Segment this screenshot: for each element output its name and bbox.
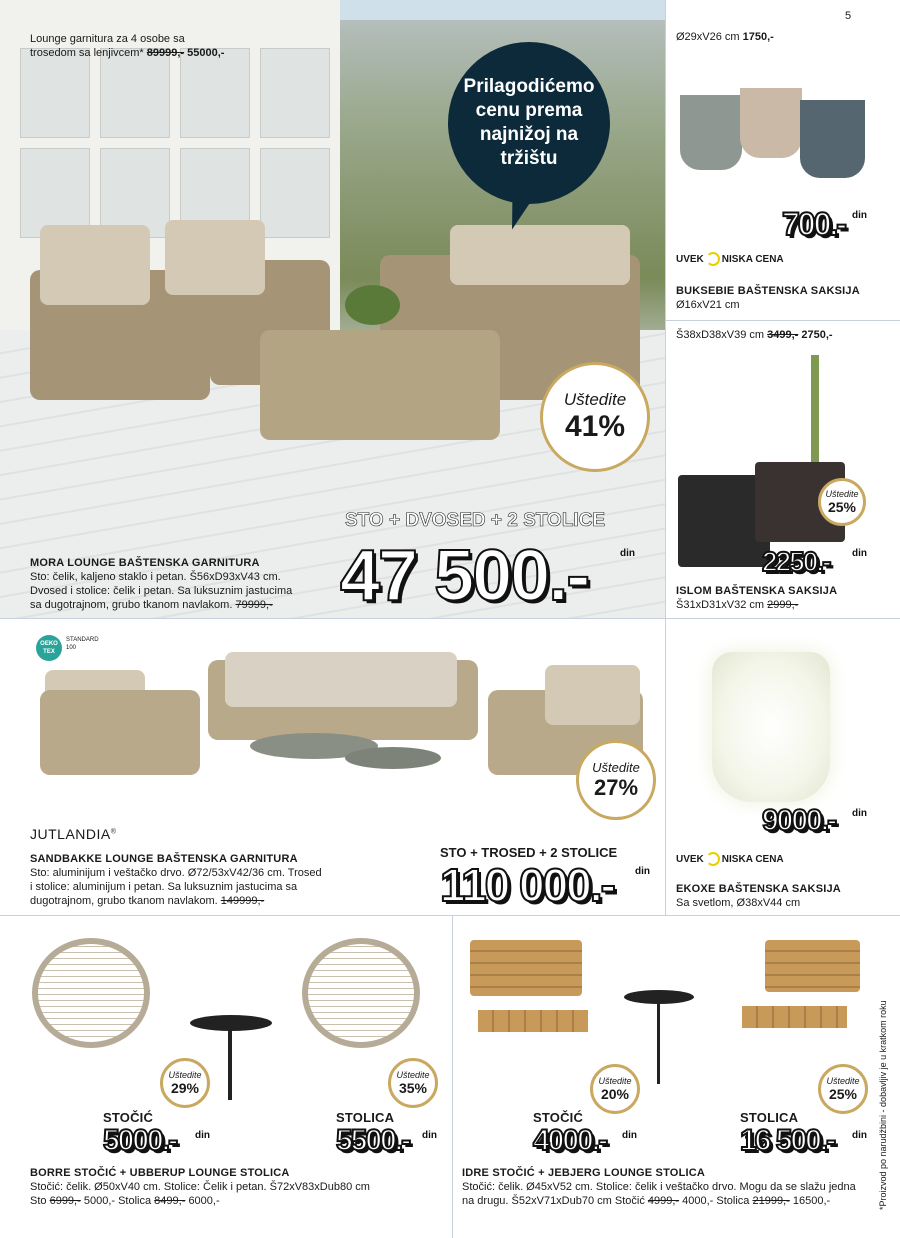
side-table bbox=[624, 990, 694, 1004]
column-divider bbox=[665, 0, 666, 915]
sky bbox=[340, 0, 665, 20]
islom-price: 2250.- bbox=[762, 546, 830, 577]
sofa-cushion bbox=[225, 652, 457, 707]
mora-info: MORA LOUNGE BAŠTENSKA GARNITURA Sto: čelik, kaljeno staklo i petan. Š56xD93xV43 cm. Dvosed i stolice: čelik i petan. Sa luksuznim jastucima sa dugotrajnom, grubo tkanom navlakom. 79999,- bbox=[30, 557, 293, 611]
coffee-table bbox=[260, 330, 500, 440]
chair-back-right bbox=[765, 940, 860, 992]
sofa-cushion bbox=[450, 225, 630, 285]
idre-currency: din bbox=[622, 1130, 637, 1141]
borre-price: 5000.- bbox=[103, 1124, 177, 1157]
sandbakke-set-label: STO + TROSED + 2 STOLICE bbox=[440, 845, 618, 860]
table-leg bbox=[657, 1004, 660, 1084]
jebjerg-price: 16 500.- bbox=[740, 1124, 835, 1157]
ring-icon bbox=[706, 252, 720, 266]
glowing-pot bbox=[712, 652, 830, 802]
jutlandia-logo: JUTLANDIA® bbox=[30, 826, 117, 842]
coffee-table-small bbox=[345, 747, 441, 769]
divider bbox=[0, 618, 900, 619]
borre-info: BORRE STOČIĆ + UBBERUP LOUNGE STOLICA Stočić: čelik. Ø50xV40 cm. Stolice: Čelik i petan. Š72xV83xDub80 cm Sto 6999,- 5000,- Stolica 8499,- 6000,- bbox=[30, 1167, 370, 1207]
oeko-standard: STANDARD 100 bbox=[66, 637, 99, 651]
chair-cushion bbox=[165, 220, 265, 295]
idre-label: STOČIĆ bbox=[533, 1110, 584, 1125]
plant bbox=[345, 285, 400, 325]
save-badge-25: Uštedite 25% bbox=[818, 478, 866, 526]
hero-set-label: STO + DVOSED + 2 STOLICE bbox=[345, 510, 606, 531]
chair-cushion bbox=[545, 665, 640, 725]
egg-chair-left bbox=[32, 938, 150, 1048]
jebjerg-currency: din bbox=[852, 1130, 867, 1141]
side-note: *Proizvod po narudžbini - dobavljiv je u kratkom roku bbox=[878, 1000, 888, 1210]
chair-back-left bbox=[470, 940, 582, 996]
chair-seat-right bbox=[742, 1006, 847, 1028]
save-badge-20: Uštedite 20% bbox=[590, 1064, 640, 1114]
ubberup-price: 5500.- bbox=[336, 1124, 410, 1157]
divider bbox=[452, 915, 453, 1238]
idre-price: 4000.- bbox=[533, 1124, 607, 1157]
islom-info: ISLOM BAŠTENSKA SAKSIJA Š31xD31xV32 cm 2999,- bbox=[676, 585, 838, 611]
egg-chair-right bbox=[302, 938, 420, 1048]
islom-dims: Š38xD38xV39 cm 3499,- 2750,- bbox=[676, 329, 833, 341]
page-number: 5 bbox=[845, 10, 852, 22]
divider bbox=[0, 915, 900, 916]
ekoxe-price: 9000.- bbox=[762, 804, 836, 837]
islom-currency: din bbox=[852, 548, 867, 559]
save-badge-35: Uštedite 35% bbox=[388, 1058, 438, 1108]
ubberup-label: STOLICA bbox=[336, 1110, 395, 1125]
ring-icon bbox=[706, 852, 720, 866]
ubberup-currency: din bbox=[422, 1130, 437, 1141]
chair-seat-left bbox=[478, 1010, 588, 1032]
save-badge-27: Uštedite 27% bbox=[576, 740, 656, 820]
pot-dark bbox=[800, 100, 865, 178]
buksebie-info: BUKSEBIE BAŠTENSKA SAKSIJA Ø16xV21 cm bbox=[676, 285, 860, 311]
pot-beige bbox=[740, 88, 802, 158]
borre-label: STOČIĆ bbox=[103, 1110, 154, 1125]
sandbakke-info: SANDBAKKE LOUNGE BAŠTENSKA GARNITURA Sto: aluminijum i veštačko drvo. Ø72/53xV42/36 cm. Trosed i stolice: aluminijum i petan. Sa luksuznim jastucima sa dugotrajnom, grubo tkanom navlakom. 149999,- bbox=[30, 853, 322, 907]
low-price-logo: UVEK NISKA CENA bbox=[676, 253, 784, 265]
save-badge-25b: Uštedite 25% bbox=[818, 1064, 868, 1114]
armchair-left bbox=[40, 690, 200, 775]
buksebie-dims: Ø29xV26 cm 1750,- bbox=[676, 31, 774, 43]
save-badge-41: Uštedite 41% bbox=[540, 362, 650, 472]
save-badge-29: Uštedite 29% bbox=[160, 1058, 210, 1108]
lounge-note: Lounge garnitura za 4 osobe sa trosedom sa lenjivcem* 89999,- 55000,- bbox=[30, 33, 225, 59]
chair-cushion bbox=[40, 225, 150, 305]
hero-price: 47 500.- bbox=[340, 536, 589, 616]
jebjerg-label: STOLICA bbox=[740, 1110, 799, 1125]
hero-currency: din bbox=[620, 548, 635, 559]
divider bbox=[665, 320, 900, 321]
sandbakke-price: 110 000.- bbox=[440, 859, 614, 911]
buksebie-price: 700.- bbox=[782, 206, 845, 242]
oeko-tex-logo: OEKO TEX bbox=[36, 635, 62, 661]
price-match-bubble: Prilagodićemo cenu prema najnižoj na tržištu bbox=[448, 42, 610, 204]
side-table bbox=[190, 1015, 272, 1031]
low-price-logo: UVEK NISKA CENA bbox=[676, 853, 784, 865]
ekoxe-info: EKOXE BAŠTENSKA SAKSIJA Sa svetlom, Ø38xV44 cm bbox=[676, 883, 841, 909]
ekoxe-currency: din bbox=[852, 808, 867, 819]
sandbakke-currency: din bbox=[635, 866, 650, 877]
buksebie-currency: din bbox=[852, 210, 867, 221]
table-leg bbox=[228, 1030, 232, 1100]
idre-info: IDRE STOČIĆ + JEBJERG LOUNGE STOLICA Stočić: čelik. Ø45xV52 cm. Stolice: čelik i veštačko drvo. Mogu da se slažu jedna na drugu. Š52xV71xDub70 cm Stočić 4999,- 4000,- Stolica 21999,- 16500,- bbox=[462, 1167, 856, 1207]
borre-currency: din bbox=[195, 1130, 210, 1141]
grass-plant bbox=[795, 355, 835, 470]
pot-grey bbox=[680, 95, 742, 170]
